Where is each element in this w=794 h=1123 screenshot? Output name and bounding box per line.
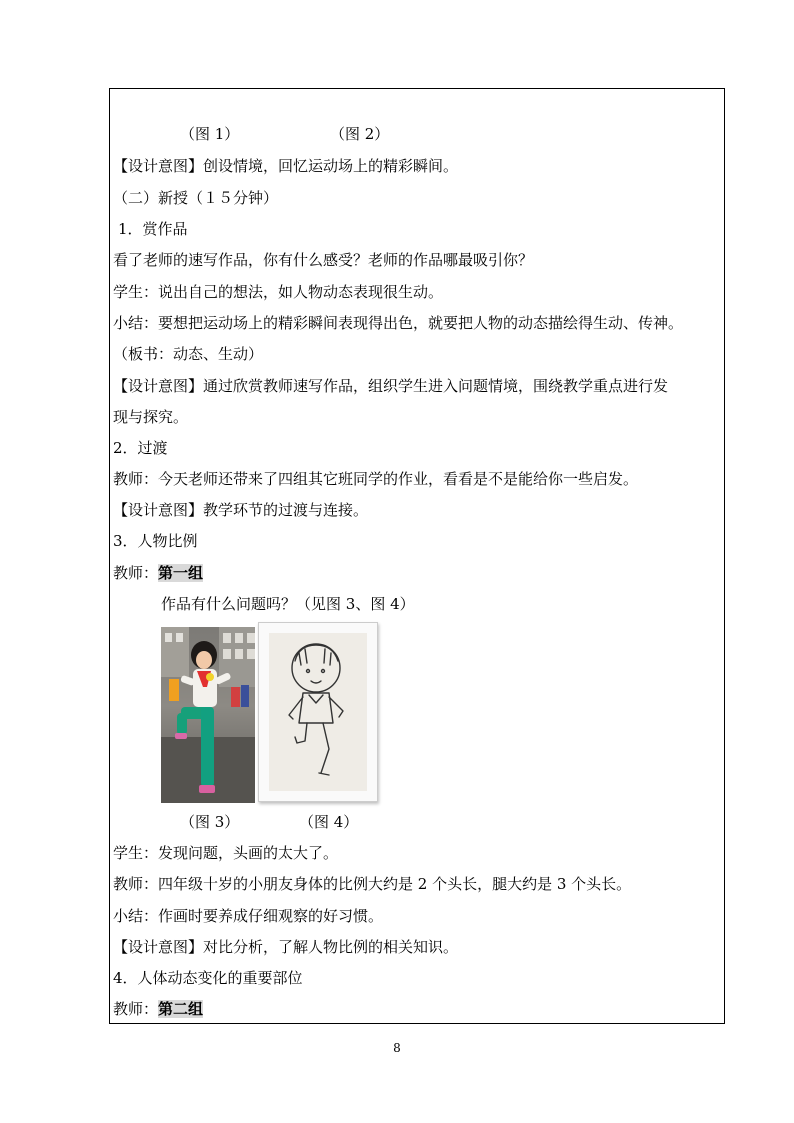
- paragraph-board-note: （板书：动态、生动）: [113, 345, 264, 363]
- design-intent-1: 【设计意图】创设情境，回忆运动场上的精彩瞬间。: [113, 157, 459, 175]
- paragraph-summary-2: 小结：作画时要养成仔细观察的好习惯。: [113, 907, 384, 925]
- teacher-prefix: 教师：: [113, 1000, 159, 1018]
- paragraph-teacher-2: 教师：四年级十岁的小朋友身体的比例大约是 2 个头长，腿大约是 3 个头长。: [113, 875, 632, 893]
- paragraph-student-1: 学生：说出自己的想法，如人物动态表现很生动。: [113, 283, 444, 301]
- paragraph-teacher-group2: [113, 999, 203, 1019]
- caption-fig4: （图 4）: [299, 813, 359, 831]
- design-intent-2b: 现与探究。: [113, 408, 189, 426]
- paragraph-question-fig: 作品有什么问题吗？（见图 3、图 4）: [161, 595, 415, 613]
- highlight-group2: 第二组: [158, 1000, 204, 1018]
- page-number: 8: [393, 1041, 401, 1055]
- figure-3-photo: [161, 627, 255, 803]
- design-intent-3: 【设计意图】教学环节的过渡与连接。: [113, 501, 369, 519]
- section-heading-new-lesson: （二）新授（１５分钟）: [113, 189, 279, 207]
- paragraph-teacher-1: 教师：今天老师还带来了四组其它班同学的作业，看看是不是能给你一些启发。: [113, 470, 639, 488]
- paragraph-summary-1: 小结：要想把运动场上的精彩瞬间表现得出色，就要把人物的动态描绘得生动、传神。: [113, 314, 684, 332]
- subheading-transition: 2．过渡: [113, 439, 168, 457]
- caption-fig2: （图 2）: [330, 125, 390, 143]
- figure-4-sketch: [258, 622, 378, 802]
- design-intent-2a: 【设计意图】通过欣赏教师速写作品，组织学生进入问题情境，围绕教学重点进行发: [113, 377, 669, 395]
- teacher-prefix: 教师：: [113, 564, 159, 582]
- caption-fig1: （图 1）: [180, 125, 240, 143]
- subheading-appreciate: 1．赏作品: [118, 220, 188, 238]
- caption-fig3: （图 3）: [180, 813, 240, 831]
- subheading-proportion: 3．人物比例: [113, 532, 198, 550]
- paragraph-question: 看了老师的速写作品，你有什么感受？老师的作品哪最吸引你？: [113, 251, 534, 269]
- design-intent-4: 【设计意图】对比分析，了解人物比例的相关知识。: [113, 938, 459, 956]
- highlight-group1: 第一组: [158, 564, 204, 582]
- subheading-key-parts: 4．人体动态变化的重要部位: [113, 969, 303, 987]
- paragraph-teacher-group1: [113, 563, 203, 583]
- paragraph-student-2: 学生：发现问题，头画的太大了。: [113, 844, 339, 862]
